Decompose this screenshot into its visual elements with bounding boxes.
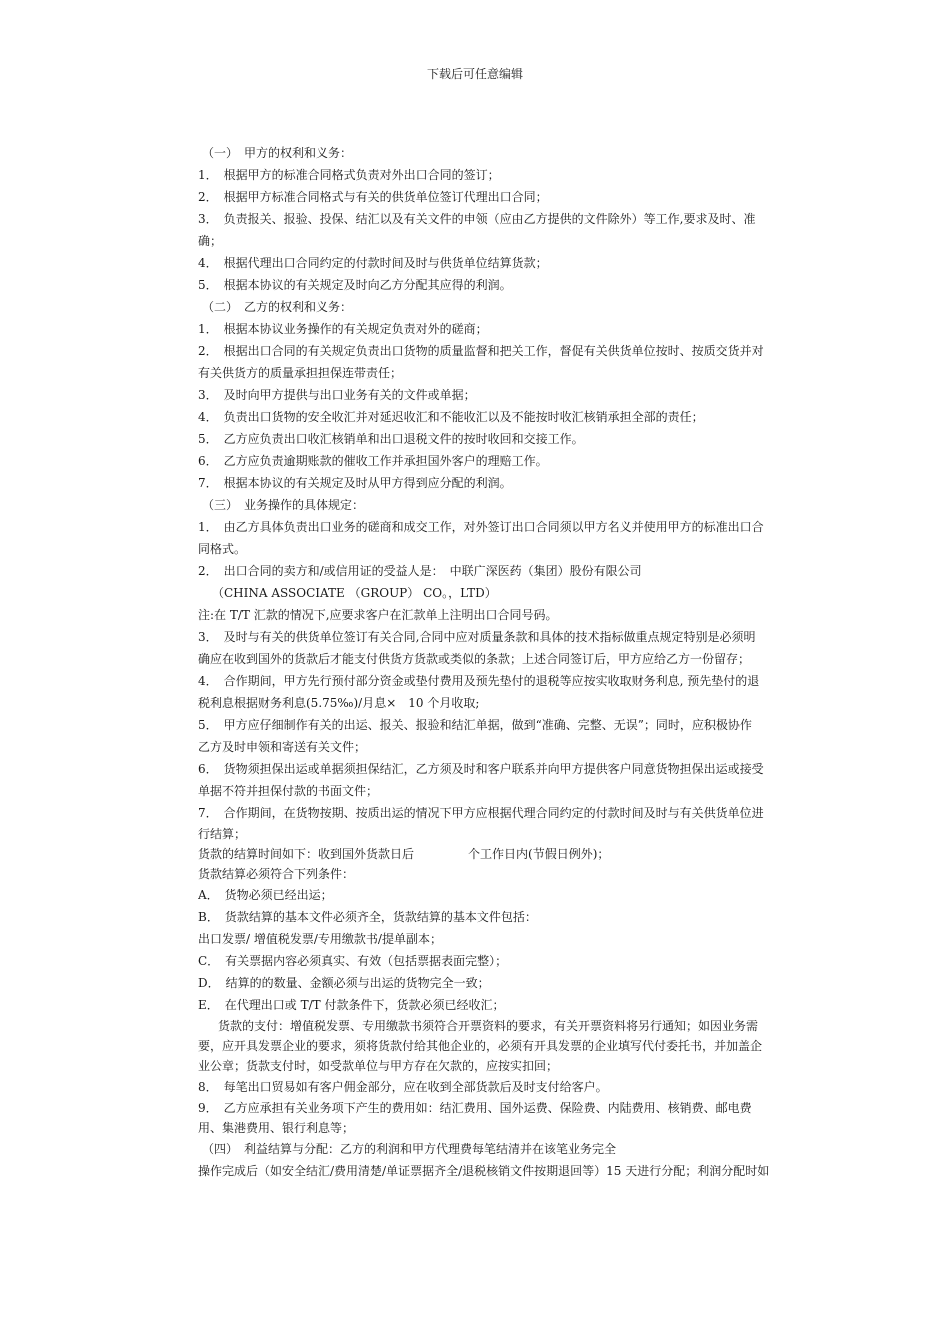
clause-3-8: 8． 每笔出口贸易如有客户佣金部分，应在收到全部货款后及时支付给客户。	[198, 1080, 608, 1094]
clause-2-3: 3． 及时向甲方提供与出口业务有关的文件或单据；	[198, 388, 476, 402]
section-heading-4: （四） 利益结算与分配：乙方的利润和甲方代理费每笔结清并在该笔业务完全	[202, 1142, 617, 1156]
clause-3-7-cont: 行结算；	[198, 827, 247, 841]
clause-3-9-cont: 用、集港费用、银行利息等；	[198, 1121, 355, 1135]
clause-2-4: 4． 负责出口货物的安全收汇并对延迟收汇和不能收汇以及不能按时收汇核销承担全部的责任；	[198, 410, 704, 424]
section-4-cont: 操作完成后（如安全结汇/费用清楚/单证票据齐全/退税核销文件按期退回等）15 天进行分配；利润分配时如	[198, 1164, 770, 1178]
settlement-time-suffix: 个工作日内(节假日例外)；	[468, 847, 610, 861]
settlement-time-prefix: 货款的结算时间如下：收到国外货款日后	[198, 847, 415, 861]
clause-3-7: 7． 合作期间，在货物按期、按质出运的情况下甲方应根据代理合同约定的付款时间及时与有关供货单位进	[198, 806, 764, 820]
clause-1-3: 3． 负责报关、报验、投保、结汇以及有关文件的申领（应由乙方提供的文件除外）等工作,要求及时、准	[198, 212, 756, 226]
section-heading-3: （三） 业务操作的具体规定：	[202, 498, 365, 512]
payment-paragraph: 货款的支付：增值税发票、专用缴款书须符合开票资料的要求，有关开票资料将另行通知；如因业务需	[218, 1019, 759, 1033]
condition-a: A． 货物必须已经出运；	[198, 888, 333, 902]
condition-d: D． 结算的的数量、金额必须与出运的货物完全一致；	[198, 976, 490, 990]
clause-3-2: 2． 出口合同的卖方和/或信用证的受益人是： 中联广深医药（集团）股份有限公司	[198, 564, 642, 578]
settlement-time-line	[198, 844, 808, 864]
clause-1-4: 4． 根据代理出口合同约定的付款时间及时与供货单位结算货款；	[198, 256, 548, 270]
clause-2-7: 7． 根据本协议的有关规定及时从甲方得到应分配的利润。	[198, 476, 512, 490]
condition-b-documents: 出口发票/ 增值税发票/专用缴款书/提单副本；	[198, 932, 442, 946]
payment-paragraph-cont-2: 业公章；货款支付时，如受款单位与甲方存在欠款的，应按实扣回；	[198, 1059, 559, 1073]
section-heading-2: （二） 乙方的权利和义务：	[202, 300, 353, 314]
clause-3-9: 9． 乙方应承担有关业务项下产生的费用如：结汇费用、国外运费、保险费、内陆费用、核销费、邮电费	[198, 1101, 752, 1115]
clause-2-2-cont: 有关供货方的质量承担担保连带责任；	[198, 366, 403, 380]
clause-3-6-cont: 单据不符并担保付款的书面文件；	[198, 784, 379, 798]
clause-3-3: 3． 及时与有关的供货单位签订有关合同,合同中应对质量条款和具体的技术指标做重点规定特别是必须明	[198, 630, 756, 644]
condition-c: C． 有关票据内容必须真实、有效（包括票据表面完整）；	[198, 954, 508, 968]
clause-3-2-note: 注:在 T/T 汇款的情况下,应要求客户在汇款单上注明出口合同号码。	[198, 608, 558, 622]
clause-3-6: 6． 货物须担保出运或单据须担保结汇，乙方须及时和客户联系并向甲方提供客户同意货物担保出运或接受	[198, 762, 764, 776]
clause-1-3-cont: 确；	[198, 234, 223, 248]
clause-1-2: 2． 根据甲方标准合同格式与有关的供货单位签订代理出口合同；	[198, 190, 548, 204]
section-heading-1: （一） 甲方的权利和义务：	[202, 146, 353, 160]
document-body	[198, 142, 808, 1182]
clause-2-5: 5． 乙方应负责出口收汇核销单和出口退税文件的按时收回和交接工作。	[198, 432, 584, 446]
page-header: 下载后可任意编辑	[426, 67, 523, 81]
clause-3-5-cont: 乙方及时申领和寄送有关文件；	[198, 740, 367, 754]
clause-3-4: 4． 合作期间，甲方先行预付部分资金或垫付费用及预先垫付的退税等应按实收取财务利息, 预先垫付的退	[198, 674, 760, 688]
settlement-conditions: 货款结算必须符合下列条件：	[198, 867, 355, 881]
payment-paragraph-cont-1: 要，应开具发票企业的要求，须将货款付给其他企业的，必须有开具发票的企业填写代付委托书，并加盖企	[198, 1039, 763, 1053]
clause-3-5: 5． 甲方应仔细制作有关的出运、报关、报验和结汇单据，做到“准确、完整、无误”；同时，应积极协作	[198, 718, 752, 732]
condition-e: E． 在代理出口或 T/T 付款条件下，货款必须已经收汇；	[198, 998, 505, 1012]
condition-b: B． 货款结算的基本文件必须齐全，货款结算的基本文件包括：	[198, 910, 537, 924]
clause-3-1-cont: 同格式。	[198, 542, 247, 556]
clause-1-1: 1． 根据甲方的标准合同格式负责对外出口合同的签订；	[198, 168, 500, 182]
clause-3-3-cont: 确应在收到国外的货款后才能支付供货方货款或类似的条款；上述合同签订后，甲方应给乙方一份留存；	[198, 652, 751, 666]
clause-2-2: 2． 根据出口合同的有关规定负责出口货物的质量监督和把关工作，督促有关供货单位按时、按质交货并对	[198, 344, 764, 358]
clause-3-2-english-name: （CHINA ASSOCIATE （GROUP） CO。，LTD）	[212, 586, 497, 600]
clause-3-1: 1． 由乙方具体负责出口业务的磋商和成交工作，对外签订出口合同须以甲方名义并使用甲方的标准出口合	[198, 520, 764, 534]
clause-1-5: 5． 根据本协议的有关规定及时向乙方分配其应得的利润。	[198, 278, 512, 292]
clause-2-1: 1． 根据本协议业务操作的有关规定负责对外的磋商；	[198, 322, 488, 336]
clause-3-4-cont: 税利息根据财务利息(5.75‰)/月息× 10 个月收取;	[198, 696, 480, 710]
clause-2-6: 6． 乙方应负责逾期账款的催收工作并承担国外客户的理赔工作。	[198, 454, 548, 468]
